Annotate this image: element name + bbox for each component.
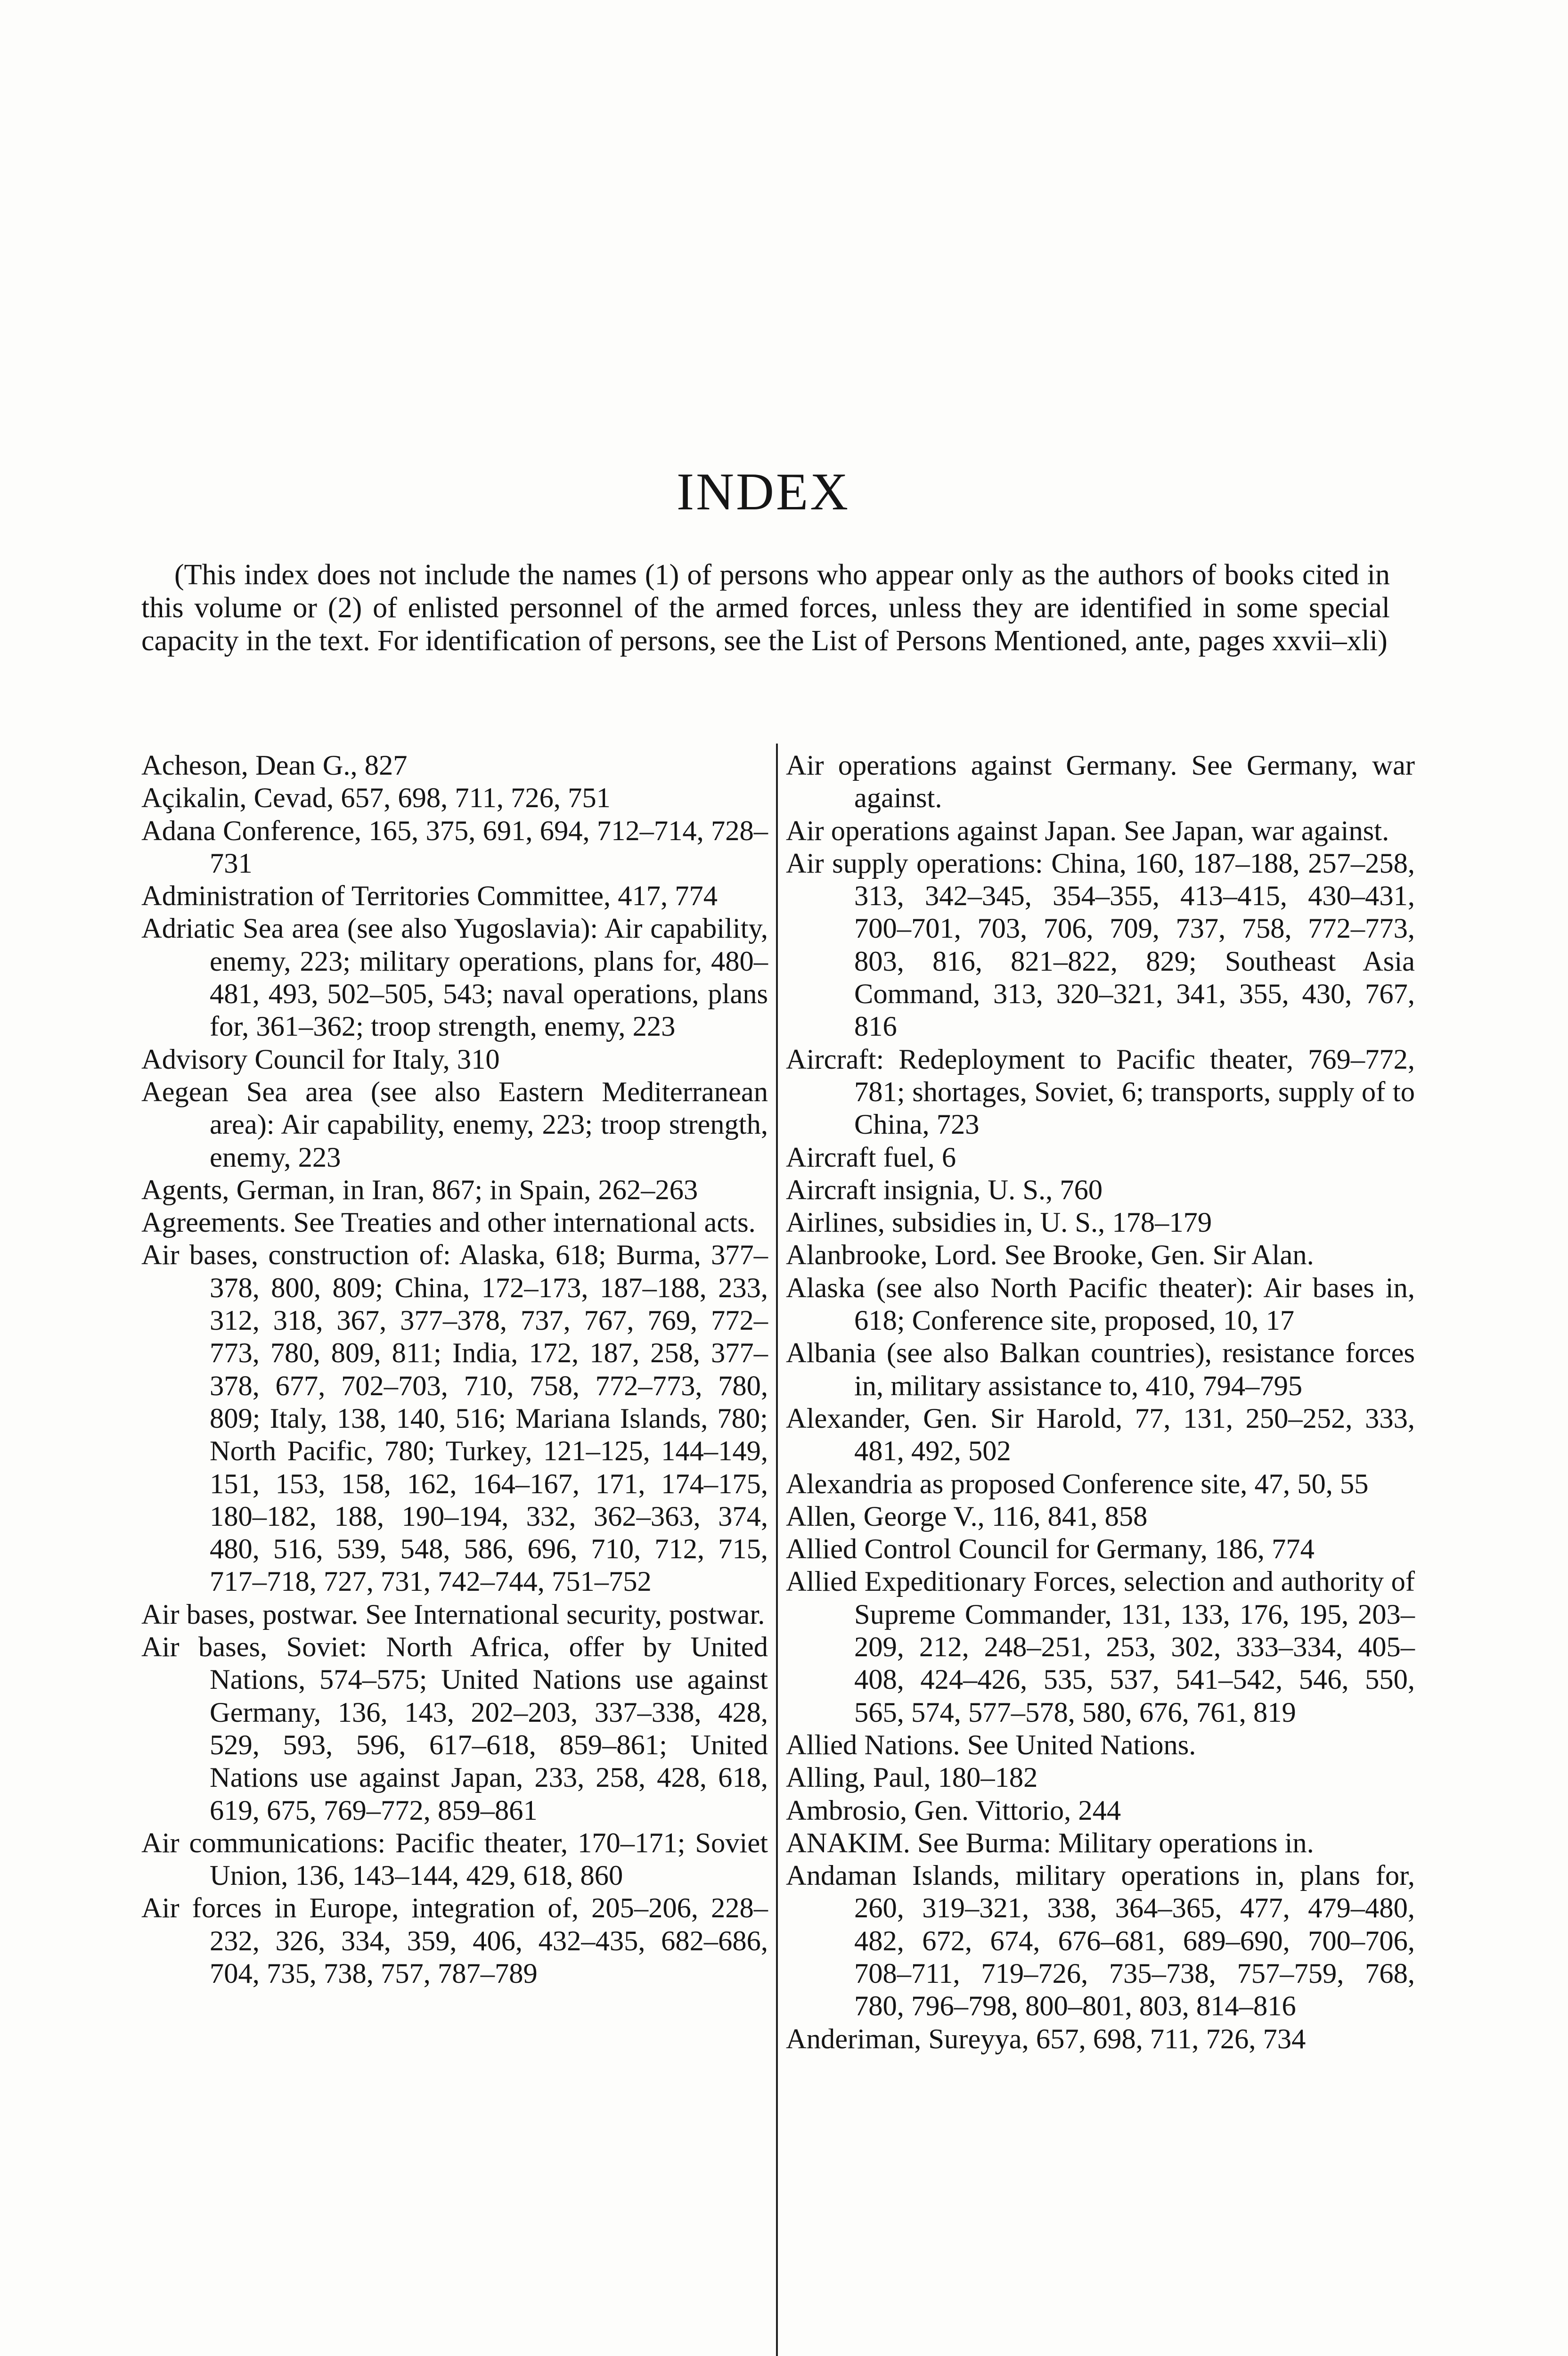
index-entry: Andaman Islands, military operations in, plans for, 260, 319–321, 338, 364–365, 477, 479–480, 482, 672, 674, 676–681, 689–690, 700–706, 708–711, 719–726, 735–738, 757–759, 768, 780, 796–798, 800–801, 803, 814–816 [786, 1860, 1415, 2022]
index-entry: Acheson, Dean G., 827 [141, 750, 408, 781]
index-entry: Alaska (see also North Pacific theater): Air bases in, 618; Conference site, proposed, 10, 17 [786, 1272, 1415, 1337]
index-entry: Administration of Territories Committee, 417, 774 [141, 880, 718, 912]
index-entry: ANAKIM. See Burma: Military operations in. [786, 1827, 1314, 1859]
index-entry: Aircraft: Redeployment to Pacific theater, 769–772, 781; shortages, Soviet, 6; transports, supply of to China, 723 [786, 1043, 1415, 1141]
index-entry: Aegean Sea area (see also Eastern Mediterranean area): Air capability, enemy, 223; troop strength, enemy, 223 [141, 1076, 768, 1173]
index-entry: Ambrosio, Gen. Vittorio, 244 [786, 1794, 1121, 1826]
index-entry: Alexandria as proposed Conference site, 47, 50, 55 [786, 1468, 1369, 1500]
index-entry: Anderiman, Sureyya, 657, 698, 711, 726, 734 [786, 2023, 1306, 2055]
index-entry: Aircraft fuel, 6 [786, 1141, 956, 1173]
index-entry: Air operations against Germany. See Germany, war against. [786, 750, 1415, 814]
index-entry: Allied Control Council for Germany, 186, 774 [786, 1533, 1315, 1565]
index-entry: Allied Expeditionary Forces, selection and authority of Supreme Commander, 131, 133, 176, 195, 203–209, 212, 248–251, 253, 302, 333–334, 405–408, 424–426, 535, 537, 541–542, 546, 550, 565, 574, 577–578, 580, 676, 761, 819 [786, 1566, 1415, 1728]
index-entry: Advisory Council for Italy, 310 [141, 1043, 500, 1075]
index-column-left [141, 749, 768, 1990]
index-entry: Air forces in Europe, integration of, 205–206, 228–232, 326, 334, 359, 406, 432–435, 682–686, 704, 735, 738, 757, 787–789 [141, 1892, 768, 1989]
column-divider [776, 744, 778, 2356]
index-column-right [786, 749, 1415, 2055]
index-entry: Agents, German, in Iran, 867; in Spain, 262–263 [141, 1174, 698, 1206]
index-entry: Air supply operations: China, 160, 187–188, 257–258, 313, 342–345, 354–355, 413–415, 430–431, 700–701, 703, 706, 709, 737, 758, 772–773, 803, 816, 821–822, 829; Southeast Asia Command, 313, 320–321, 341, 355, 430, 767, 816 [786, 847, 1415, 1043]
index-entry: Alling, Paul, 180–182 [786, 1762, 1038, 1794]
page-title: INDEX [676, 463, 850, 521]
index-entry: Albania (see also Balkan countries), resistance forces in, military assistance to, 410, 794–795 [786, 1337, 1415, 1402]
index-entry: Alexander, Gen. Sir Harold, 77, 131, 250–252, 333, 481, 492, 502 [786, 1402, 1415, 1467]
index-entry: Adriatic Sea area (see also Yugoslavia): Air capability, enemy, 223; military operations, plans for, 480–481, 493, 502–505, 543; naval operations, plans for, 361–362; troop strength, enemy, 223 [141, 913, 768, 1043]
index-introduction: (This index does not include the names (1) of persons who appear only as the authors of books cited in this volume or (2) of enlisted personnel of the armed forces, unless they are identified in some special capacity in the text. For identification of persons, see the List of Persons Mentioned, ante, pages xxvii–xli) [141, 559, 1390, 657]
index-entry: Airlines, subsidies in, U. S., 178–179 [786, 1207, 1212, 1239]
index-entry: Agreements. See Treaties and other international acts. [141, 1207, 756, 1239]
index-entry: Alanbrooke, Lord. See Brooke, Gen. Sir Alan. [786, 1239, 1314, 1271]
index-entry: Air communications: Pacific theater, 170–171; Soviet Union, 136, 143–144, 429, 618, 860 [141, 1827, 768, 1892]
index-entry: Air operations against Japan. See Japan, war against. [786, 815, 1389, 847]
index-entry: Air bases, construction of: Alaska, 618; Burma, 377–378, 800, 809; China, 172–173, 187–188, 233, 312, 318, 367, 377–378, 737, 767, 769, 772–773, 780, 809, 811; India, 172, 187, 258, 377–378, 677, 702–703, 710, 758, 772–773, 780, 809; Italy, 138, 140, 516; Mariana Islands, 780; North Pacific, 780; Turkey, 121–125, 144–149, 151, 153, 158, 162, 164–167, 171, 174–175, 180–182, 188, 190–194, 332, 362–363, 374, 480, 516, 539, 548, 586, 696, 710, 712, 715, 717–718, 727, 731, 742–744, 751–752 [141, 1239, 768, 1598]
index-entry: Açikalin, Cevad, 657, 698, 711, 726, 751 [141, 782, 611, 814]
index-entry: Allen, George V., 116, 841, 858 [786, 1500, 1148, 1532]
index-entry: Adana Conference, 165, 375, 691, 694, 712–714, 728–731 [141, 815, 768, 879]
index-entry: Aircraft insignia, U. S., 760 [786, 1174, 1103, 1206]
index-entry: Allied Nations. See United Nations. [786, 1729, 1196, 1761]
index-entry: Air bases, postwar. See International security, postwar. [141, 1598, 765, 1630]
index-entry: Air bases, Soviet: North Africa, offer by United Nations, 574–575; United Nations use against Germany, 136, 143, 202–203, 337–338, 428, 529, 593, 596, 617–618, 859–861; United Nations use against Japan, 233, 258, 428, 618, 619, 675, 769–772, 859–861 [141, 1631, 768, 1826]
